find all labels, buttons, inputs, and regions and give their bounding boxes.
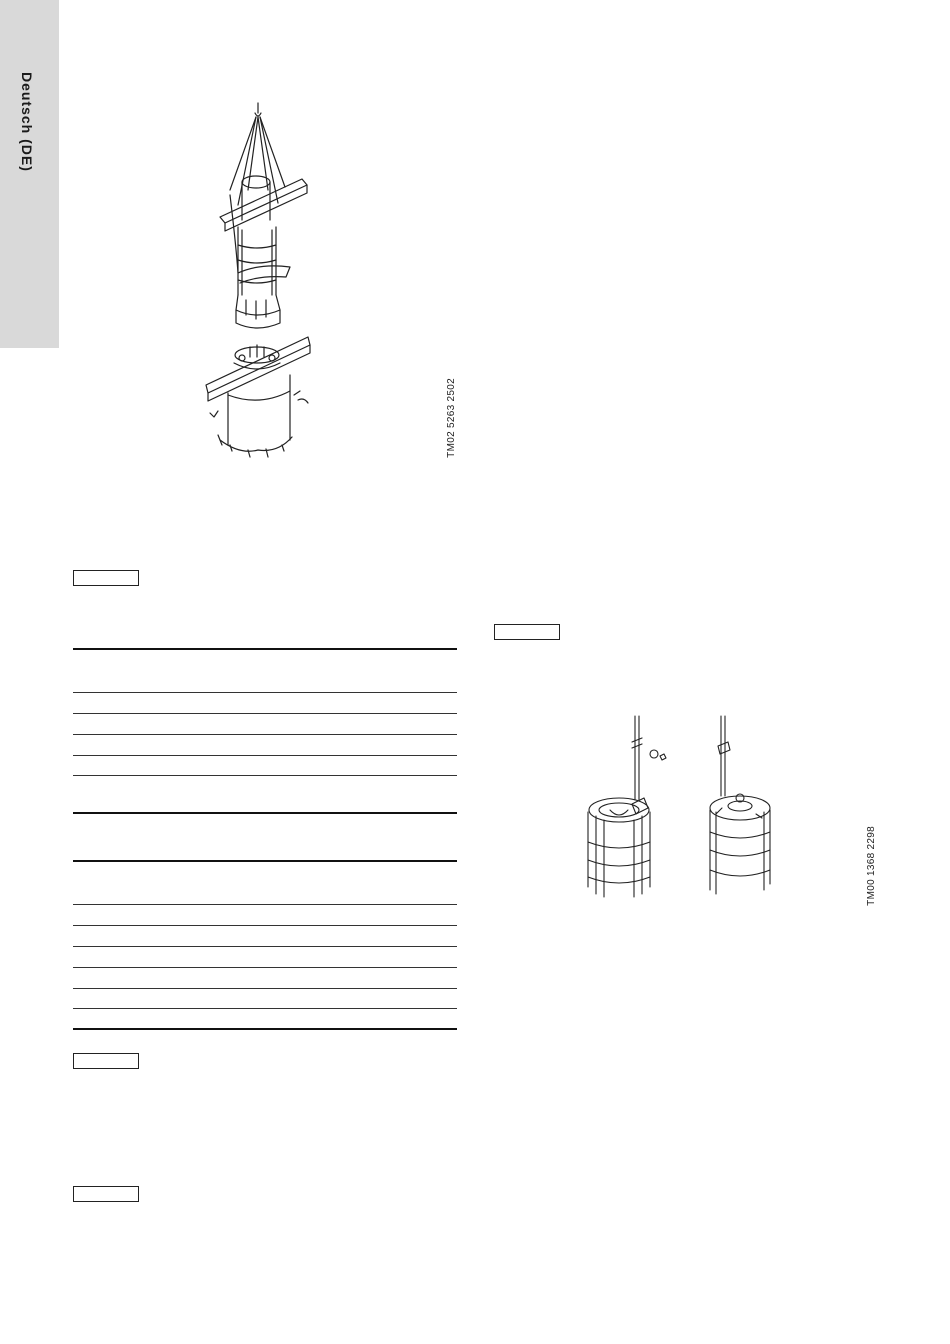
- figure-code-top: TM02 5263 2502: [446, 378, 457, 458]
- cable-guard-illustration: [582, 712, 782, 902]
- language-tab: [0, 0, 59, 348]
- pump-lifting-illustration: [190, 95, 330, 460]
- language-label: Deutsch (DE): [19, 72, 35, 172]
- table-2-header-rule: [73, 904, 457, 905]
- table-2-top-rule: [73, 860, 457, 862]
- note-box-3: [73, 1186, 139, 1202]
- table-1-row-rule: [73, 775, 457, 776]
- table-1-header-rule: [73, 692, 457, 693]
- table-2-row-rule: [73, 1008, 457, 1009]
- table-1-row-rule: [73, 755, 457, 756]
- figure-code-right: TM00 1368 2298: [866, 826, 877, 906]
- note-box-2: [73, 1053, 139, 1069]
- table-1-top-rule: [73, 648, 457, 650]
- table-1-row-rule: [73, 734, 457, 735]
- table-2-row-rule: [73, 988, 457, 989]
- table-1-bottom-rule: [73, 812, 457, 814]
- table-2-row-rule: [73, 925, 457, 926]
- table-2-row-rule: [73, 967, 457, 968]
- table-1-row-rule: [73, 713, 457, 714]
- note-box-4: [494, 624, 560, 640]
- table-2-row-rule: [73, 946, 457, 947]
- note-box-1: [73, 570, 139, 586]
- table-2-bottom-rule: [73, 1028, 457, 1030]
